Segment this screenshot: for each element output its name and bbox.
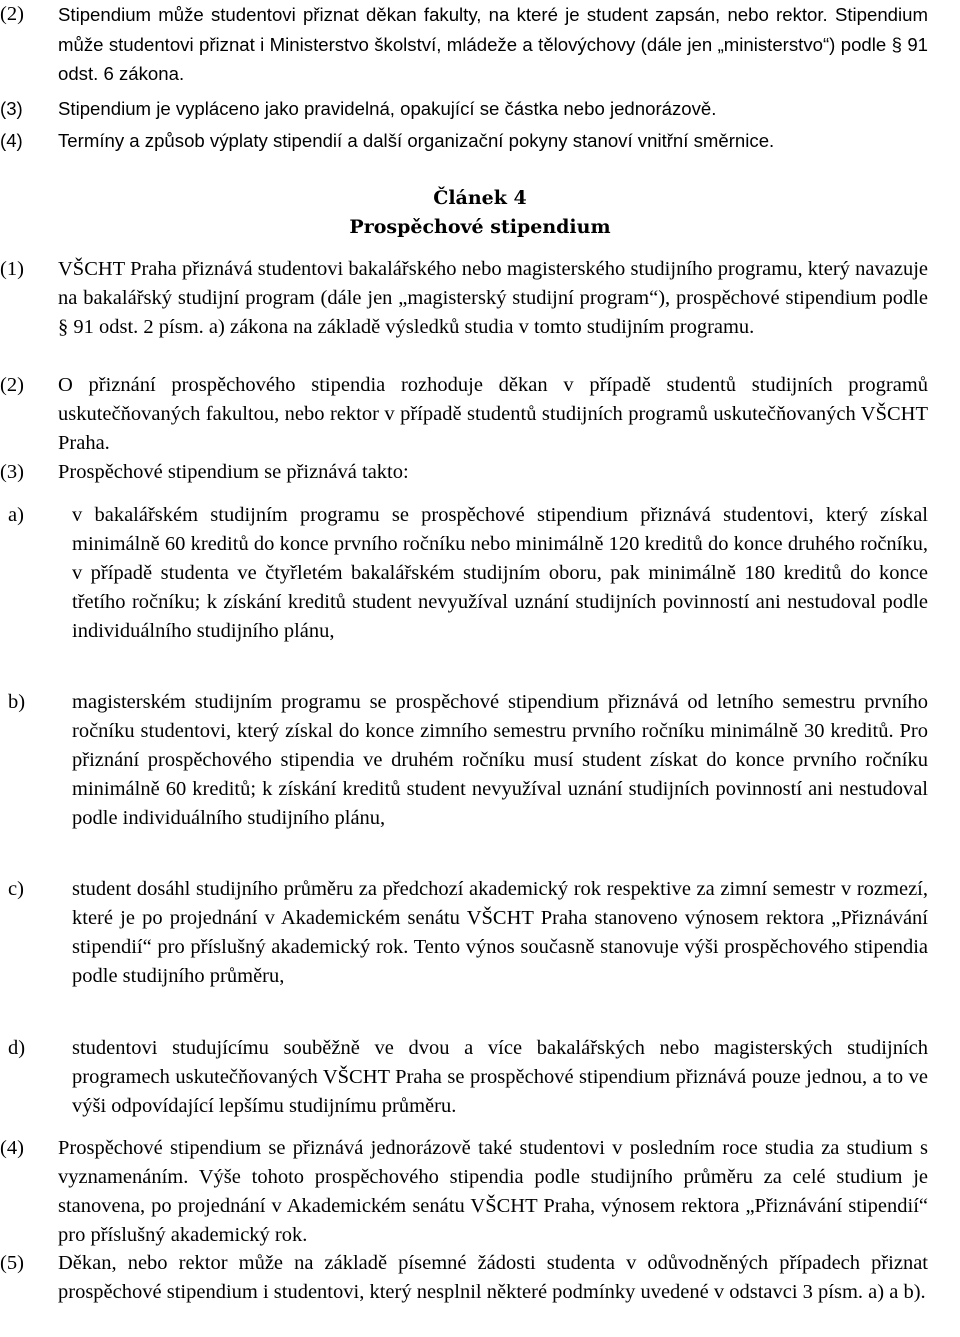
- paragraph-number: (3): [0, 461, 24, 483]
- paragraph-4-top: [0, 126, 928, 155]
- list-item-text: student dosáhl studijního průměru za předchozí akademický rok respektive za zimní semestr v rozmezí, které je po projednání v Akademickém senátu VŠCHT Praha stanoveno výnosem rektora „Přiznávání stipendií“ pro příslušný akademický rok. Tento výnos současně stanovuje výši prospěchového stipendia podle studijního průměru,: [72, 878, 928, 987]
- paragraph-3-top: [0, 94, 928, 123]
- paragraph-text: Stipendium může studentovi přiznat děkan fakulty, na které je student zapsán, nebo rektor. Stipendium může studentovi přiznat i Ministerstvo školství, mládeže a tělovýchovy (dále jen „ministerstvo“) podle § 91 odst. 6 zákona.: [58, 4, 928, 84]
- article4-paragraph-5: [0, 1249, 928, 1307]
- article4-paragraph-4: [0, 1134, 928, 1250]
- paragraph-number: (2): [0, 374, 24, 396]
- paragraph-text: VŠCHT Praha přiznává studentovi bakalářského nebo magisterského studijního programu, který navazuje na bakalářský studijní program (dále jen „magisterský studijní program“), prospěchové stipendium podle § 91 odst. 2 písm. a) zákona na základě výsledků studia v tomto studijním programu.: [58, 258, 928, 338]
- list-item-text: v bakalářském studijním programu se prospěchové stipendium přiznává studentovi, který získal minimálně 60 kreditů do konce prvního ročníku nebo minimálně 120 kreditů do konce druhého ročníku, v případě studenta ve čtyřletém bakalářském studijním oboru, pak minimálně 180 kreditů do konce třetího ročníku; k získání kreditů student nevyužíval uznání studijních povinností ani nestudoval podle individuálního studijního plánu,: [72, 504, 928, 642]
- paragraph-text: Termíny a způsob výplaty stipendií a další organizační pokyny stanoví vnitřní směrnice.: [58, 130, 775, 151]
- list-item-a: [0, 501, 928, 646]
- list-item-label: c): [8, 878, 24, 900]
- list-item-label: b): [8, 691, 26, 713]
- article-title: Prospěchové stipendium: [349, 216, 611, 238]
- list-item-text: studentovi studujícímu souběžně ve dvou a více bakalářských nebo magisterských studijních programech uskutečňovaných VŠCHT Praha se prospěchové stipendium přiznává pouze jednou, a to ve výši odpovídající lepšímu studijnímu průměru.: [72, 1037, 928, 1117]
- article4-paragraph-1: [0, 255, 928, 342]
- paragraph-number: (1): [0, 258, 24, 280]
- list-item-d: [0, 1034, 928, 1121]
- paragraph-text: Prospěchové stipendium se přiznává takto:: [58, 461, 409, 483]
- list-item-label: a): [8, 504, 24, 526]
- paragraph-number: (3): [0, 98, 23, 119]
- paragraph-text: O přiznání prospěchového stipendia rozhoduje děkan v případě studentů studijních programů uskutečňovaných fakultou, nebo rektor v případě studentů studijních programů uskutečňovaných VŠCHT Praha.: [58, 374, 928, 454]
- article4-paragraph-3: [0, 458, 928, 487]
- paragraph-number: (4): [0, 130, 23, 151]
- paragraph-text: Děkan, nebo rektor může na základě písemné žádosti studenta v odůvodněných případech přiznat prospěchové stipendium i studentovi, který nesplnil některé podmínky uvedené v odstavci 3 písm. a) a b).: [58, 1252, 928, 1303]
- list-item-c: [0, 875, 928, 991]
- paragraph-number: (5): [0, 1252, 24, 1274]
- paragraph-number: (4): [0, 1137, 24, 1159]
- list-item-b: [0, 688, 928, 833]
- list-item-text: magisterském studijním programu se prospěchové stipendium přiznává od letního semestru prvního ročníku studentovi, který získal do konce zimního semestru prvního ročníku minimálně 30 kreditů. Pro přiznání prospěchového stipendia ve druhém ročníku musí student získat do konce prvního ročníku minimálně 60 kreditů; k získání kreditů student nevyužíval uznání studijních povinností ani nestudoval podle individuálního studijního plánu,: [72, 691, 928, 829]
- list-item-label: d): [8, 1037, 26, 1059]
- paragraph-number: (2): [0, 3, 24, 25]
- article-number: Článek 4: [433, 187, 527, 209]
- paragraph-text: Prospěchové stipendium se přiznává jednorázově také studentovi v posledním roce studia za studium s vyznamenáním. Výše tohoto prospěchového stipendia podle studijního průměru za celé studium je stanovena, po projednání v Akademickém senátu VŠCHT Praha, výnosem rektora „Přiznávání stipendií“ pro příslušný akademický rok.: [58, 1137, 928, 1246]
- paragraph-text: Stipendium je vypláceno jako pravidelná, opakující se částka nebo jednorázově.: [58, 98, 717, 119]
- paragraph-2-top: [0, 0, 928, 89]
- article4-paragraph-2: [0, 371, 928, 458]
